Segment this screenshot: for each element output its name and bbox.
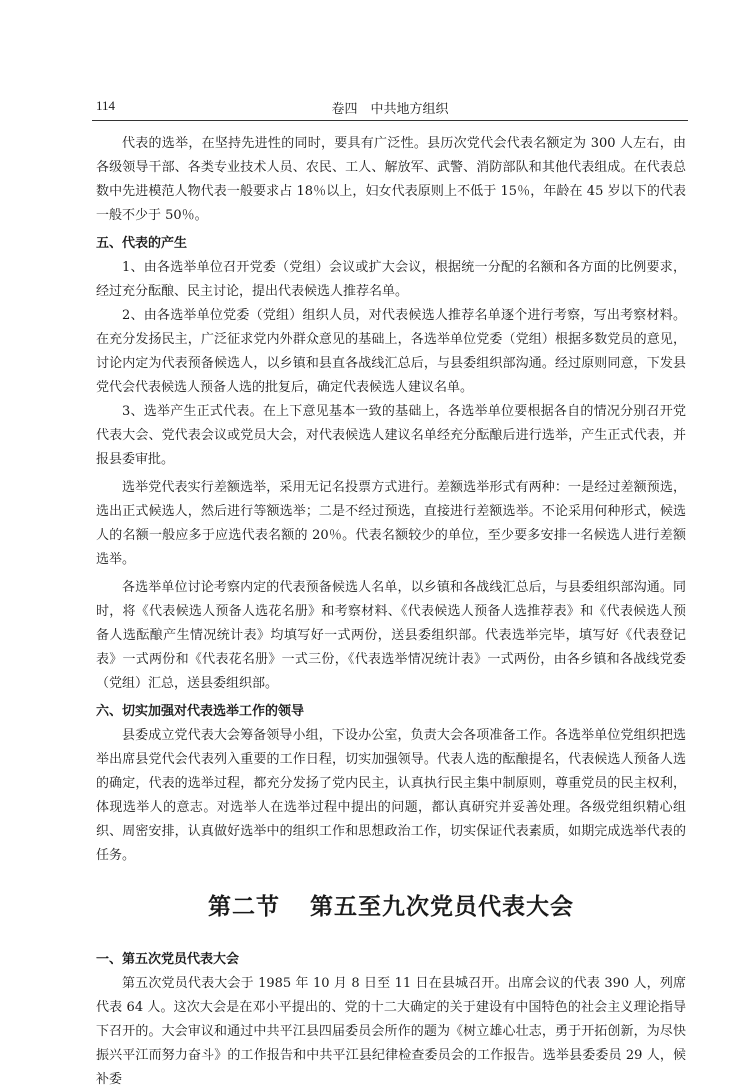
page-header [92, 96, 688, 121]
paragraph-6: 各选举单位讨论考察内定的代表预备候选人名单，以乡镇和各战线汇总后，与县委组织部沟通。同时，将《代表候选人预备人选花名册》和考察材料、《代表候选人预备人选推荐表》和《代表候选人预备人选酝酿产生情况统计表》均填写好一式两份，送县委组织部。代表选举完毕，填写好《代表登记表》一式两份和《代表花名册》一式三份，《代表选举情况统计表》一式两份，由各乡镇和各战线党委（党组）汇总，送县委组织部。 [96, 580, 686, 691]
heading-6: 六、切实加强对代表选举工作的领导 [96, 704, 305, 719]
paragraph-8: 第五次党员代表大会于 1985 年 10 月 8 日至 11 日在县城召开。出席会议的代表 390 人，列席代表 64 人。这次大会是在邓小平提出的、党的十二大确定的关于建设有中国特色的社会主义理论指导下召开的。大会审议和通过中共平江县四届委员会所作的题为《树立雄心壮志，勇于开拓创新，为尽快振兴平江而努力奋斗》的工作报告和中共平江县纪律检查委员会的工作报告。选举县委委员 29 人，候补委 [96, 976, 686, 1087]
running-head: 卷四 中共地方组织 [331, 102, 449, 117]
section-label: 第二节 [208, 894, 280, 920]
paragraph-7: 县委成立党代表大会筹备领导小组，下设办公室，负责大会各项准备工作。各选举单位党组织把选举出席县党代会代表列入重要的工作日程，切实加强领导。代表人选的酝酿提名，代表候选人预备人选的确定，代表的选举过程，都充分发扬了党内民主，认真执行民主集中制原则，尊重党员的民主权利，体现选举人的意志。对选举人在选举过程中提出的问题，都认真研究并妥善处理。各级党组织精心组织、周密安排，认真做好选举中的组织工作和思想政治工作，切实保证代表素质，如期完成选举代表的任务。 [96, 728, 686, 863]
section-heading: 第五至九次党员代表大会 [310, 894, 574, 920]
paragraph-1: 代表的选举，在坚持先进性的同时，要具有广泛性。县历次党代会代表名额定为 300 人左右，由各级领导干部、各类专业技术人员、农民、工人、解放军、武警、消防部队和其他代表组成。在代表总数中先进模范人物代表一般要求占 18％以上，妇女代表原则上不低于 15％，年龄在 45 岁以下的代表一般不少于 50％。 [96, 136, 686, 223]
paragraph-4: 3、选举产生正式代表。在上下意见基本一致的基础上，各选举单位要根据各自的情况分别召开党代表大会、党代表会议或党员大会，对代表候选人建议名单经充分酝酿后进行选举，产生正式代表，并报县委审批。 [96, 404, 686, 467]
heading-5: 五、代表的产生 [96, 236, 188, 251]
page-number: 114 [96, 98, 116, 113]
subheading-1: 一、第五次党员代表大会 [96, 952, 240, 967]
section-title [96, 890, 686, 924]
page-body [96, 132, 686, 1092]
paragraph-2: 1、由各选举单位召开党委（党组）会议或扩大会议，根据统一分配的名额和各方面的比例要求，经过充分酝酿、民主讨论，提出代表候选人推荐名单。 [96, 260, 686, 299]
paragraph-5: 选举党代表实行差额选举，采用无记名投票方式进行。差额选举形式有两种：一是经过差额预选，选出正式候选人，然后进行等额选举；二是不经过预选，直接进行差额选举。不论采用何种形式，候选人的名额一般应多于应选代表名额的 20％。代表名额较少的单位，至少要多安排一名候选人进行差额选举。 [96, 480, 686, 567]
paragraph-3: 2、由各选举单位党委（党组）组织人员，对代表候选人推荐名单逐个进行考察，写出考察材料。在充分发扬民主，广泛征求党内外群众意见的基础上，各选举单位党委（党组）根据多数党员的意见，讨论内定为代表预备候选人，以乡镇和县直各战线汇总后，与县委组织部沟通。经过原则同意，下发县党代会代表候选人预备人选的批复后，确定代表候选人建议名单。 [96, 308, 686, 395]
